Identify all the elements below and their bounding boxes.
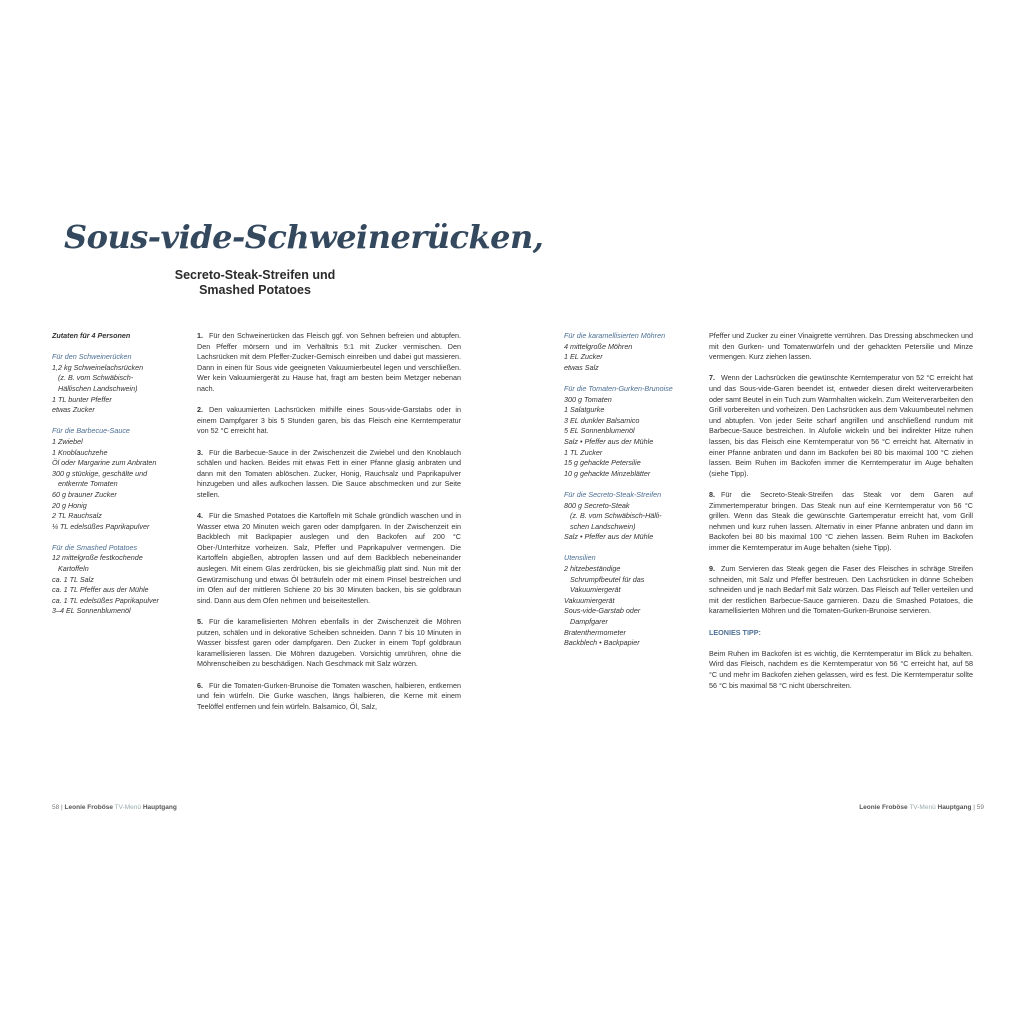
ingredient-item: 5 EL Sonnenblumenöl xyxy=(564,426,635,436)
footer-right: Leonie Froböse TV-Menü Hauptgang | 59 xyxy=(859,804,984,811)
ingredient-item: (z. B. vom Schwäbisch- xyxy=(58,373,134,383)
step-text: Den vakuumierten Lachsrücken mithilfe eines Sous-vide-Garstabs oder in einem Dampfgarer 3 bis 5 Stunden garen, bis das Fleisch eine Kerntemperatur von 52 °C erreicht hat. xyxy=(197,405,461,436)
ingredient-item: Hällischen Landschwein) xyxy=(58,383,138,393)
step-paragraph xyxy=(197,405,461,437)
footer-section: Hauptgang xyxy=(142,804,177,811)
ingredient-item: (z. B. vom Schwäbisch-Hälli- xyxy=(570,511,662,521)
ingredients-heading: Zutaten für 4 Personen xyxy=(52,331,131,340)
ingredient-item: 1 Knoblauchzehe xyxy=(52,447,108,457)
subtitle-line: Smashed Potatoes xyxy=(199,283,311,297)
step-text: Für die Tomaten-Gurken-Brunoise die Tomaten waschen, halbieren, entkernen und fein würfeln. Die Gurke waschen, längs halbieren, die Kerne mit einem Teelöffel entfernen und fein würfeln. Balsamico, Öl, Salz, xyxy=(197,680,461,711)
subtitle-line: Secreto-Steak-Streifen und xyxy=(174,268,336,282)
step-number: 5. xyxy=(197,617,203,627)
ingredient-section-title: Für die Barbecue-Sauce xyxy=(52,426,130,436)
step-number: 1. xyxy=(197,331,203,340)
step-number: 2. xyxy=(197,405,203,415)
ingredient-item: 3–4 EL Sonnenblumenöl xyxy=(52,606,131,616)
footer-series: TV-Menü xyxy=(114,804,142,811)
ingredient-item: 1 TL bunter Pfeffer xyxy=(52,394,112,404)
ingredient-item: etwas Zucker xyxy=(52,405,95,415)
ingredient-item: 12 mittelgroße festkochende xyxy=(52,553,143,563)
step-text: Wenn der Lachsrücken die gewünschte Kerntemperatur von 52 °C erreicht hat und das Sous-vide-Garen beendet ist, entweder diesen direkt weiterverarbeiten oder samt Beutel in ein Tuch zum Warmhalten wickeln. Zum Weiterverarbeiten den Grill vorbereiten und vorheizen. Den Lachsrücken aus dem Vakuumbeutel nehmen und abtupfen. Von jeder Seite scharf angrillen und anschließend rundum mit Barbecue-Sauce bestreichen. In Alufolie wickeln und bei indirekter Hitze ruhen lassen, bis das Fleisch eine Kerntemperatur von 56 °C erreicht hat. Alternativ in einer Pfanne anbraten und dann im Backofen bei 80 bis maximal 100 °C ziehen lassen. Beim Ruhen im Backofen immer die Kerntemperatur im Auge behalten (siehe Tipp). xyxy=(709,373,973,478)
ingredient-item: entkernte Tomaten xyxy=(58,479,118,489)
ingredient-item: Backblech • Backpapier xyxy=(564,638,640,648)
ingredient-item: ca. 1 TL Salz xyxy=(52,574,94,584)
step-number: 9. xyxy=(709,564,715,574)
ingredient-item: 15 g gehackte Petersilie xyxy=(564,458,641,468)
step-paragraph xyxy=(197,331,461,395)
ingredient-item: Salz • Pfeffer aus der Mühle xyxy=(564,532,654,542)
step-number: 6. xyxy=(197,680,203,690)
ingredient-item: Bratenthermometer xyxy=(564,627,626,637)
step-text: Für die Secreto-Steak-Streifen das Steak vor dem Garen auf Zimmertemperatur bringen. Das Steak nun auf eine Kerntemperatur von 56 °C grillen. Wenn das Steak die gewünschte Gartemperatur erreicht hat, vom Grill nehmen und kurz ruhen lassen. Alternativ in einer Pfanne anbraten und dann im Backofen bei 80 bis maximal 100 °C ziehen lassen. Beim Ruhen im Backofen immer die Kerntemperatur im Auge behalten (siehe Tipp). xyxy=(709,489,973,552)
ingredient-section-title: Für die Smashed Potatoes xyxy=(52,542,138,552)
tip-text: Beim Ruhen im Backofen ist es wichtig, die Kerntemperatur im Blick zu behalten. Wird das Fleisch, nachdem es die Kerntemperatur von 56 °C erreicht hat, auf 58 °C und mehr im Backofen ziehen gelassen, wird es fest. Die Kerntemperatur sollte 56 °C bis maximal 58 °C nicht überschreiten. xyxy=(709,648,973,690)
ingredient-section-title: Utensilien xyxy=(564,553,596,563)
ingredient-item: 1,2 kg Schweinelachsrücken xyxy=(52,362,144,372)
ingredient-item: schen Landschwein) xyxy=(570,521,636,531)
ingredient-item: Vakuumiergerät xyxy=(570,585,621,595)
ingredient-section-title: Für die karamellisierten Möhren xyxy=(564,331,666,340)
step-text: Für den Schweinerücken das Fleisch ggf. von Sehnen befreien und abtupfen. Den Pfeffer mörsern und im Verhältnis 5:1 mit Zucker vermischen. Den Lachsrücken mit dem Pfeffer-Zucker-Gemisch einreiben und dabei gut massieren. Dann in einen für Sous vide geeigneten Vakuumierbeutel legen und verschließen. Wer kein Vakuumiergerät zu Hause hat, fragt am besten beim Metzger nebenan nach. xyxy=(197,331,461,393)
ingredient-item: 300 g Tomaten xyxy=(564,394,612,404)
ingredient-item: 300 g stückige, geschälte und xyxy=(52,468,148,478)
step-paragraph xyxy=(709,373,973,479)
ingredient-item: Vakuumiergerät xyxy=(564,595,615,605)
step-text: Zum Servieren das Steak gegen die Faser des Fleisches in schräge Streifen schneiden, mit Salz und Pfeffer bestreuen. Den Lachsrücken in dünne Scheiben schneiden und je nach Bedarf mit Salz würzen. Das Fleisch auf Teller verteilen und mit der restlichen Barbecue-Sauce garnieren. Dazu die Smashed Potatoes, die karamellisierten Möhren und die Tomaten-Gurken-Brunoise servieren. xyxy=(709,564,973,616)
ingredient-item: Öl oder Margarine zum Anbraten xyxy=(52,458,157,468)
ingredient-item: 60 g brauner Zucker xyxy=(52,489,117,499)
ingredient-item: Kartoffeln xyxy=(58,564,89,574)
step-paragraph xyxy=(197,681,461,713)
ingredient-item: Sous-vide-Garstab oder xyxy=(564,606,641,616)
recipe-title: Sous-vide-Schweinerücken, xyxy=(64,218,544,256)
step-number: 7. xyxy=(709,373,715,383)
ingredient-section-title: Für die Tomaten-Gurken-Brunoise xyxy=(564,383,673,393)
step-number: 8. xyxy=(709,489,715,499)
step-paragraph xyxy=(197,617,461,670)
footer-left: 58 | Leonie Froböse TV-Menü Hauptgang xyxy=(52,804,177,811)
footer-author: Leonie Froböse xyxy=(859,804,908,811)
ingredient-item: Salz • Pfeffer aus der Mühle xyxy=(564,436,654,446)
footer-series: TV-Menü xyxy=(909,804,936,811)
tip-heading: LEONIES TIPP: xyxy=(709,627,761,637)
ingredient-item: 4 mittelgroße Möhren xyxy=(564,341,633,351)
ingredient-item: 1 TL Zucker xyxy=(564,447,603,457)
recipe-subtitle xyxy=(150,268,360,298)
page-number: 59 xyxy=(976,804,984,811)
step-number: 4. xyxy=(197,511,203,521)
ingredient-section-title: Für die Secreto-Steak-Streifen xyxy=(564,489,662,499)
ingredient-item: etwas Salz xyxy=(564,362,599,372)
ingredient-item: 1 Salatgurke xyxy=(564,405,605,415)
ingredient-item: 10 g gehackte Minzeblätter xyxy=(564,468,651,478)
step-text: Für die karamellisierten Möhren ebenfalls in der Zwischenzeit die Möhren putzen, schälen und in dekorative Scheiben schneiden. Dann 7 bis 10 Minuten in Wasser bissfest garen oder dampfgaren. Den Zucker in einem Topf goldbraun karamellisieren lassen. Die Möhren dazugeben. Vorsichtig umrühren, ohne die Möhrenscheiben zu beschädigen. Nach Geschmack mit Salz würzen. xyxy=(197,617,461,669)
ingredient-item: 3 EL dunkler Balsamico xyxy=(564,415,640,425)
ingredient-item: 1 EL Zucker xyxy=(564,352,603,362)
ingredient-item: ¼ TL edelsüßes Paprikapulver xyxy=(52,521,150,531)
step-paragraph xyxy=(709,564,973,617)
page-number: 58 xyxy=(52,804,60,811)
footer-section: Hauptgang xyxy=(937,804,972,811)
ingredient-item: 800 g Secreto-Steak xyxy=(564,500,630,510)
ingredient-item: Schrumpfbeutel für das xyxy=(570,574,645,584)
step-text: Pfeffer und Zucker zu einer Vinaigrette verrühren. Das Dressing abschmecken und mit den Gurken- und Tomatenwürfeln und der gehackten Petersilie und Minze vermengen. Kurz ziehen lassen. xyxy=(709,331,973,362)
step-number: 3. xyxy=(197,447,203,457)
ingredient-item: 2 TL Rauchsalz xyxy=(52,511,102,521)
steps-column-right xyxy=(709,331,973,702)
step-text: Für die Barbecue-Sauce in der Zwischenzeit die Zwiebel und den Knoblauch schälen und hacken. Beides mit etwas Fett in einer Pfanne glasig anbraten und dann mit den Tomaten ablöschen. Zucker, Honig, Rauchsalz und Paprikapulver hinzugeben und alles aufkochen lassen. Die Sauce abschmecken und zur Seite stellen. xyxy=(197,447,461,499)
ingredient-item: ca. 1 TL Pfeffer aus der Mühle xyxy=(52,585,149,595)
step-paragraph xyxy=(197,448,461,501)
ingredient-section-title: Für den Schweinerücken xyxy=(52,352,132,362)
step-paragraph xyxy=(197,511,461,606)
step-paragraph xyxy=(709,490,973,554)
ingredient-item: Dampfgarer xyxy=(570,617,608,627)
ingredient-item: ca. 1 TL edelsüßes Paprikapulver xyxy=(52,595,159,605)
ingredient-item: 1 Zwiebel xyxy=(52,436,83,446)
right-page xyxy=(512,0,1024,1024)
footer-author: Leonie Froböse xyxy=(64,804,113,811)
ingredients-column-right xyxy=(564,331,700,649)
ingredients-column-left xyxy=(52,331,187,617)
ingredient-item: 2 hitzebeständige xyxy=(564,564,621,574)
step-paragraph xyxy=(709,331,973,363)
ingredient-item: 20 g Honig xyxy=(52,500,87,510)
steps-column-left xyxy=(197,331,461,723)
step-text: Für die Smashed Potatoes die Kartoffeln mit Schale gründlich waschen und in Wasser etwa 20 Minuten weich garen oder dampfgaren. In der Zwischenzeit ein Backblech mit Backpapier auslegen und den Backofen auf 200 °C Ober-/Unterhitze vorheizen. Salz, Pfeffer und Paprikapulver vermengen. Die Kartoffeln abgießen, abtropfen lassen und auf dem Backblech nebeneinander auslegen. Mit einem Glas zerdrücken, bis sie gleichmäßig platt sind. Nun mit der Gewürzmischung und etwas Öl beträufeln oder mit einem Pinsel bestreichen und im Ofen auf der mittleren Schiene 20 bis 30 Minuten backen, bis sie goldbraun sind. Dann aus dem Ofen nehmen und beiseitestellen. xyxy=(197,511,461,605)
